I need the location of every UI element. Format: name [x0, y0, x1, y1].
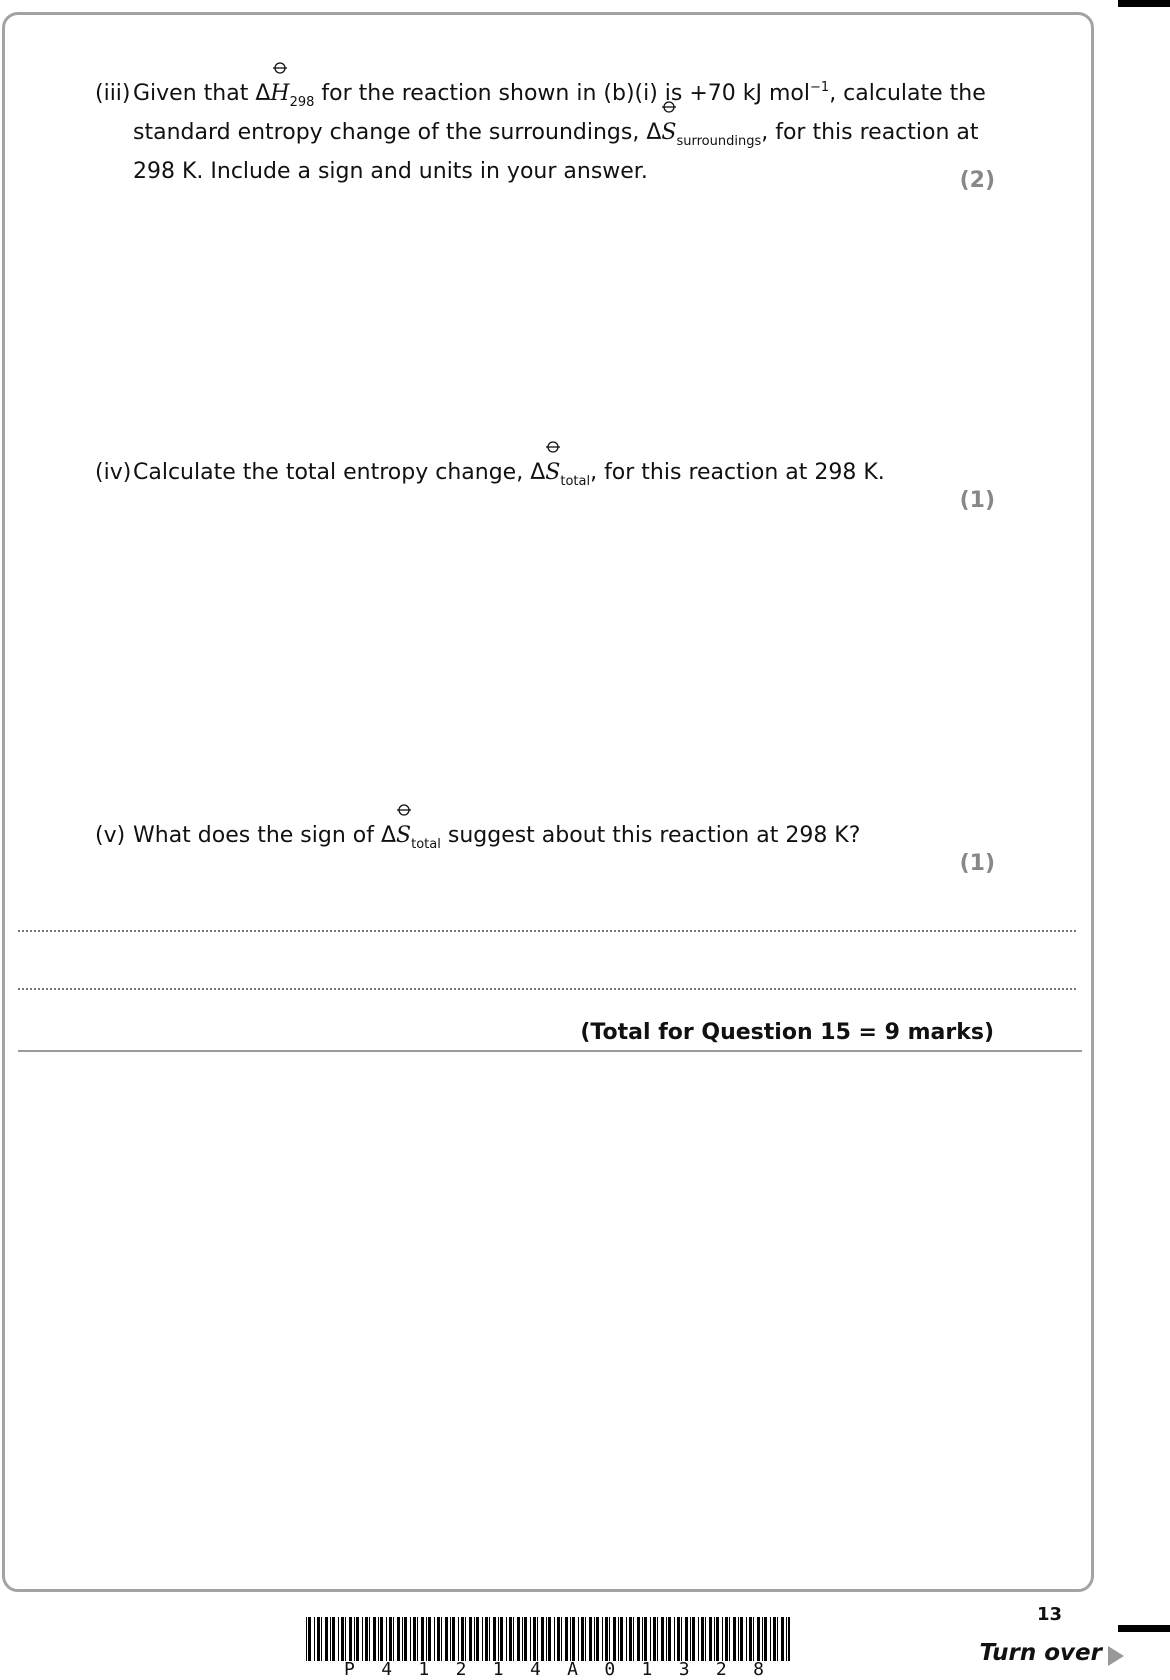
barcode-char: 2 — [455, 1659, 467, 1680]
barcode-char: 8 — [753, 1659, 764, 1680]
barcode-char: 4 — [529, 1659, 541, 1680]
plimsoll-icon — [273, 61, 287, 75]
top-edge-mark — [1118, 0, 1170, 7]
barcode-char: 0 — [604, 1659, 616, 1680]
standard-symbol-h: H — [270, 79, 289, 109]
marks-iv: (1) — [959, 488, 995, 513]
barcode-char: 2 — [715, 1659, 727, 1680]
question-iii-line1: (iii) Given that ΔH $_{298}$ for the reaction shown in (b)(i) is +70 kJ mol$^{-1}$, calculate the — [95, 73, 986, 118]
question-iii — [95, 73, 986, 187]
barcode-char: 3 — [678, 1659, 690, 1680]
marks-v: (1) — [959, 851, 995, 876]
barcode-char: 1 — [492, 1659, 504, 1680]
page-number: 13 — [1036, 1604, 1062, 1625]
question-number: (iv) — [95, 460, 132, 485]
marks-iii: (2) — [959, 168, 995, 193]
standard-symbol-s: S — [545, 458, 560, 488]
plimsoll-icon — [662, 100, 676, 114]
barcode-text — [344, 1659, 764, 1680]
answer-line-2[interactable] — [18, 988, 1076, 990]
page-frame — [2, 12, 1094, 1592]
barcode-icon — [306, 1617, 790, 1661]
plimsoll-icon — [546, 440, 560, 454]
total-divider — [18, 1050, 1082, 1052]
question-number: (iii) — [95, 81, 131, 106]
answer-line-1[interactable] — [18, 930, 1076, 932]
question-iii-line2: standard entropy change of the surroundings, ΔS $_{surroundings}$, for this reaction at — [95, 118, 986, 157]
standard-symbol-s: S — [661, 118, 676, 148]
barcode-char: A — [567, 1659, 578, 1680]
question-total: (Total for Question 15 = 9 marks) — [580, 1020, 994, 1045]
question-number: (v) — [95, 823, 126, 848]
barcode-char: 1 — [641, 1659, 653, 1680]
barcode-char: P — [344, 1659, 355, 1680]
standard-symbol-s: S — [396, 821, 411, 851]
bottom-edge-mark — [1118, 1625, 1170, 1632]
arrow-right-icon — [1108, 1646, 1124, 1666]
barcode-char: 4 — [381, 1659, 393, 1680]
plimsoll-icon — [397, 803, 411, 817]
barcode-char: 1 — [418, 1659, 430, 1680]
question-v: (v) What does the sign of ΔS $_{total}$ suggest about this reaction at 298 K? — [95, 821, 860, 860]
question-iii-line3: 298 K. Include a sign and units in your answer. — [133, 159, 648, 184]
turn-over-label: Turn over — [979, 1640, 1102, 1666]
question-iv: (iv)Calculate the total entropy change, ΔS $_{total}$, for this reaction at 298 K. — [95, 458, 885, 497]
